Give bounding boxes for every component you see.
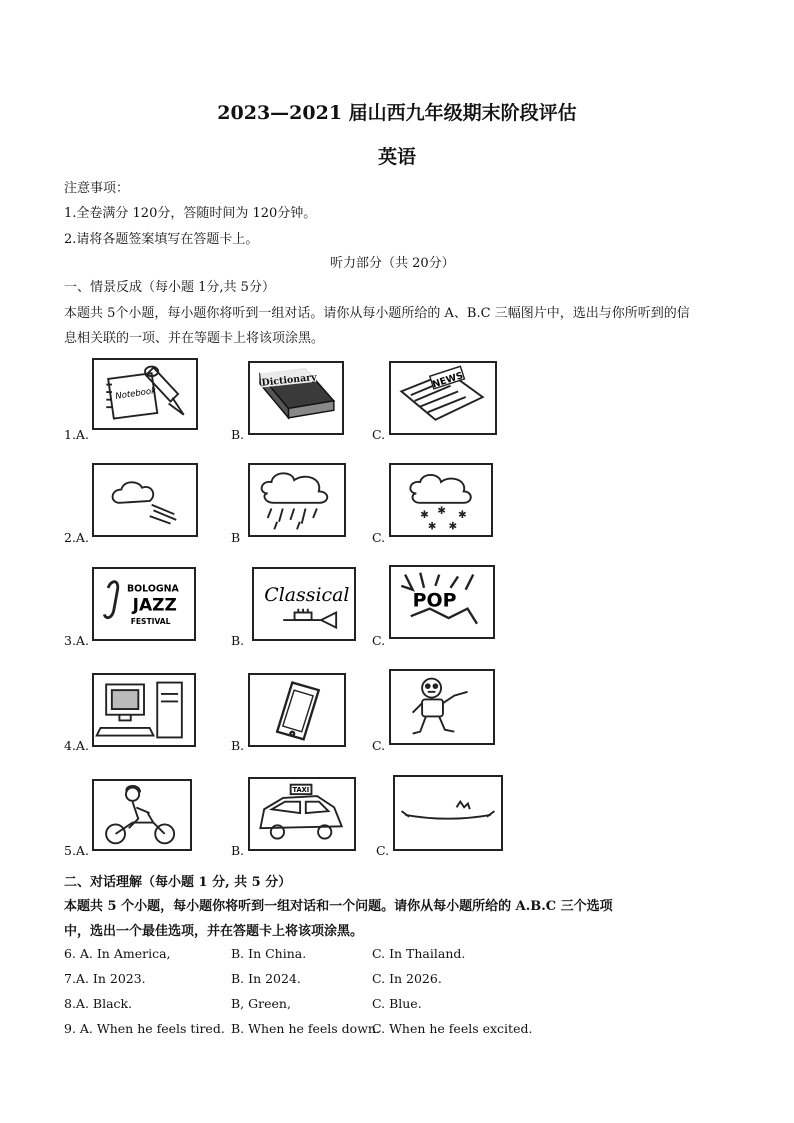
boat-icon[interactable] [393,775,503,851]
row4-label-a: 4.A. [64,738,89,753]
svg-text:✱: ✱ [437,505,446,518]
q8-option-c: C. Blue. [372,996,422,1011]
q7-option-a: 7.A. In 2023. [64,971,146,986]
notes-item-1: 1.全卷满分 120分，答随时间为 120分钟。 [64,206,317,221]
smartphone-icon[interactable] [248,673,346,747]
taxi-text: TAXI [292,786,310,795]
jazz-poster-line2: JAZZ [132,595,177,616]
row5-label-b: B. [231,843,245,858]
row3-label-c: C. [372,633,386,648]
svg-text:✱: ✱ [448,520,458,533]
q6-option-a: 6. A. In America, [64,946,171,961]
news-text: NEWS [431,370,465,391]
row2-label-c: C. [372,530,386,545]
row1-label-a: 1.A. [64,427,89,442]
dictionary-icon[interactable] [248,361,344,435]
svg-text:✱: ✱ [420,508,429,521]
q6-option-b: B. In China. [231,946,307,961]
notes-item-2: 2.请将各题签案填写在答题卡上。 [64,232,259,247]
row5-label-a: 5.A. [64,843,89,858]
row3-label-a: 3.A. [64,633,89,648]
snow-icon[interactable] [389,463,493,537]
q9-option-b: B. When he feels down. [231,1021,380,1036]
taxi-icon[interactable] [248,777,356,851]
q7-option-c: C. In 2026. [372,971,442,986]
section1-instruction-2: 息相关联的一项、并在等题卡上将该项涂黑。 [64,331,325,346]
row4-label-b: B. [231,738,245,753]
jazz-poster-line3: FESTIVAL [130,616,171,626]
row2-label-b: B [231,530,241,545]
q6-option-c: C. In Thailand. [372,946,466,961]
row1-label-c: C. [372,427,386,442]
row1-label-b: B. [231,427,245,442]
section2-instruction-2: 中，选出一个最佳选项，并在答题卡上将该项涂黑。 [64,924,364,939]
jazz-poster-line1: BOLOGNA [126,583,179,595]
svg-text:✱: ✱ [458,508,467,521]
row3-label-b: B. [231,633,245,648]
q9-option-c: C. When he feels excited. [372,1021,533,1036]
rain-icon[interactable] [248,463,346,537]
windy-icon[interactable] [92,463,198,537]
section2-heading: 二、对话理解（每小题 1 分, 共 5 分） [64,875,292,890]
section1-heading: 一、情景反成（每小题 1分,共 5分） [64,280,275,295]
listening-header: 听力部分（共 20分） [330,256,455,271]
row2-label-a: 2.A. [64,530,89,545]
section1-instruction-1: 本题共 5个小题，每小题你将听到一组对话。请你从每小题所给的 A、B.C 三幅图片中，选出与你所听到的信 [64,306,690,321]
row5-label-c: C. [376,843,390,858]
q7-option-b: B. In 2024. [231,971,301,986]
pop-text: POP [412,589,457,612]
computer-icon[interactable] [92,673,196,747]
q9-option-a: 9. A. When he feels tired. [64,1021,225,1036]
notebook-text: Notebook [114,386,157,402]
robot-icon[interactable] [389,669,495,745]
svg-text:✱: ✱ [427,520,437,533]
classical-trumpet-icon[interactable] [252,567,356,641]
q8-option-a: 8.A. Black. [64,996,133,1011]
page-title: 2023—2021 届山西九年级期末阶段评估 [217,102,577,124]
subject-title: 英语 [377,146,416,168]
dictionary-text: Dictionary [261,371,318,389]
classical-text: Classical [264,584,350,607]
notebook-pen-icon[interactable] [92,358,198,430]
bike-rider-icon[interactable] [92,779,192,851]
section2-instruction-1: 本题共 5 个小题，每小题你将听到一组对话和一个问题。请你从每小题所给的 A.B.C 三个选项 [64,899,613,914]
jazz-poster-icon[interactable] [92,567,196,641]
q8-option-b: B, Green, [231,996,291,1011]
row4-label-c: C. [372,738,386,753]
rock-poster-icon[interactable] [389,565,495,639]
newspaper-icon[interactable] [389,361,497,435]
notes-heading: 注意事项： [64,181,130,196]
